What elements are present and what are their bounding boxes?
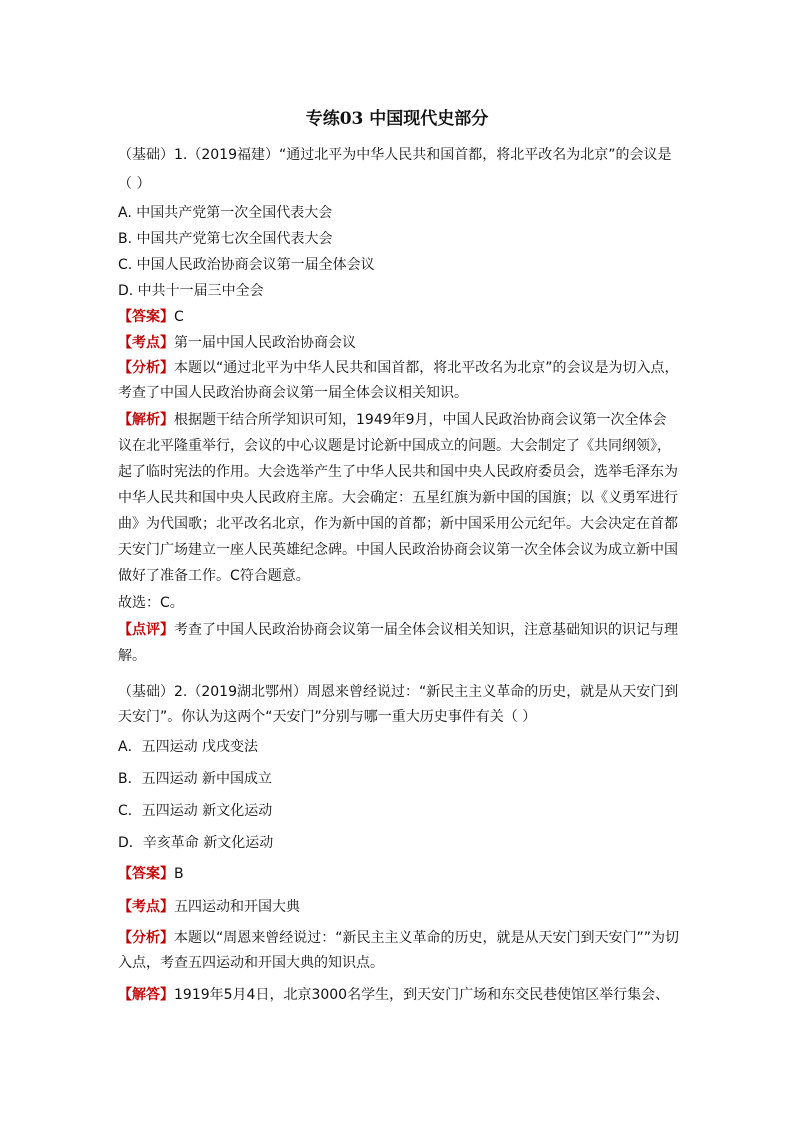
q2-option-c: C．五四运动 新文化运动: [118, 803, 273, 819]
q1-option-d: D. 中共十一届三中全会: [118, 283, 264, 299]
fenxi-text: 本题以“周恩来曾经说过：“新民主主义革命的历史，就是从天安门到天安门””为切: [174, 930, 680, 946]
answer-tag: 【答案】: [118, 309, 174, 325]
q1-jiexi-line-2: 议在北平隆重举行，会议的中心议题是讨论新中国成立的问题。大会制定了《共同纲领》，: [118, 438, 671, 454]
q1-dianping-line-1: [118, 620, 678, 640]
kaodian-tag: 【考点】: [118, 335, 174, 351]
q2-option-b: B．五四运动 新中国成立: [118, 771, 273, 787]
q1-jiexi-line-3: 起了临时宪法的作用。大会选举产生了中华人民共和国中央人民政府委员会，选举毛泽东为: [118, 464, 678, 480]
q1-option-a: A. 中国共产党第一次全国代表大会: [118, 205, 333, 221]
q1-kaodian: [118, 333, 678, 353]
q2-jieda-line-1: [118, 985, 678, 1005]
answer-value: B: [174, 866, 184, 882]
q1-option-c: C. 中国人民政治协商会议第一届全体会议: [118, 257, 375, 273]
answer-tag: 【答案】: [118, 866, 174, 882]
dianping-text: 考查了中国人民政治协商会议第一届全体会议相关知识，注意基础知识的识记与理: [174, 622, 678, 638]
fenxi-text: 本题以“通过北平为中华人民共和国首都，将北平改名为北京”的会议是为切入点，: [174, 360, 679, 376]
q2-kaodian: [118, 897, 678, 917]
q1-jiexi-line-7: 做好了准备工作。C符合题意。: [118, 568, 310, 584]
q2-stem-line-1: （基础）2.（2019湖北鄂州）周恩来曾经说过：“新民主主义革命的历史，就是从天安门到: [118, 684, 679, 700]
fenxi-tag: 【分析】: [118, 930, 174, 946]
q1-stem-line-1: （基础）1.（2019福建）“通过北平为中华人民共和国首都，将北平改名为北京”的会议是: [118, 147, 672, 163]
fenxi-tag: 【分析】: [118, 360, 174, 376]
q2-option-a: A．五四运动 戊戌变法: [118, 739, 259, 755]
jieda-tag: 【解答】: [118, 987, 174, 1003]
q1-jiexi-line-5: 曲》为代国歌；北平改名北京，作为新中国的首都；新中国采用公元纪年。大会决定在首都: [118, 516, 678, 532]
q1-stem-line-2: （ ）: [118, 176, 151, 192]
jiexi-text: 根据题干结合所学知识可知，1949年9月，中国人民政治协商会议第一次全体会: [174, 412, 667, 428]
q2-answer: [118, 864, 678, 884]
kaodian-value: 第一届中国人民政治协商会议: [174, 335, 356, 351]
q1-option-b: B. 中国共产党第七次全国代表大会: [118, 231, 333, 247]
jieda-text: 1919年5月4日，北京3000名学生，到天安门广场和东交民巷使馆区举行集会、: [174, 987, 670, 1003]
q1-jiexi-line-6: 天安门广场建立一座人民英雄纪念碑。中国人民政治协商会议第一次全体会议为成立新中国: [118, 542, 678, 558]
kaodian-tag: 【考点】: [118, 899, 174, 915]
q1-guxuan: 故选：C。: [118, 595, 184, 611]
q1-fenxi-line-2: 考查了中国人民政治协商会议第一届全体会议相关知识。: [118, 385, 468, 401]
q1-jiexi-line-1: [118, 410, 678, 430]
q2-fenxi-line-2: 入点，考查五四运动和开国大典的知识点。: [118, 955, 384, 971]
q1-jiexi-line-4: 中华人民共和国中央人民政府主席。大会确定：五星红旗为新中国的国旗；以《义勇军进行: [118, 490, 678, 506]
jiexi-tag: 【解析】: [118, 412, 174, 428]
q1-fenxi-line-1: [118, 358, 678, 378]
q1-answer: [118, 307, 678, 327]
page-title: 专练03 中国现代史部分: [305, 109, 489, 129]
q2-fenxi-line-1: [118, 928, 678, 948]
q1-dianping-line-2: 解。: [118, 648, 146, 664]
q2-stem-line-2: 天安门”。你认为这两个“天安门”分别与哪一重大历史事件有关（ ）: [118, 709, 537, 725]
dianping-tag: 【点评】: [118, 622, 174, 638]
q2-option-d: D．辛亥革命 新文化运动: [118, 835, 274, 851]
kaodian-value: 五四运动和开国大典: [174, 899, 300, 915]
answer-value: C: [174, 309, 184, 325]
